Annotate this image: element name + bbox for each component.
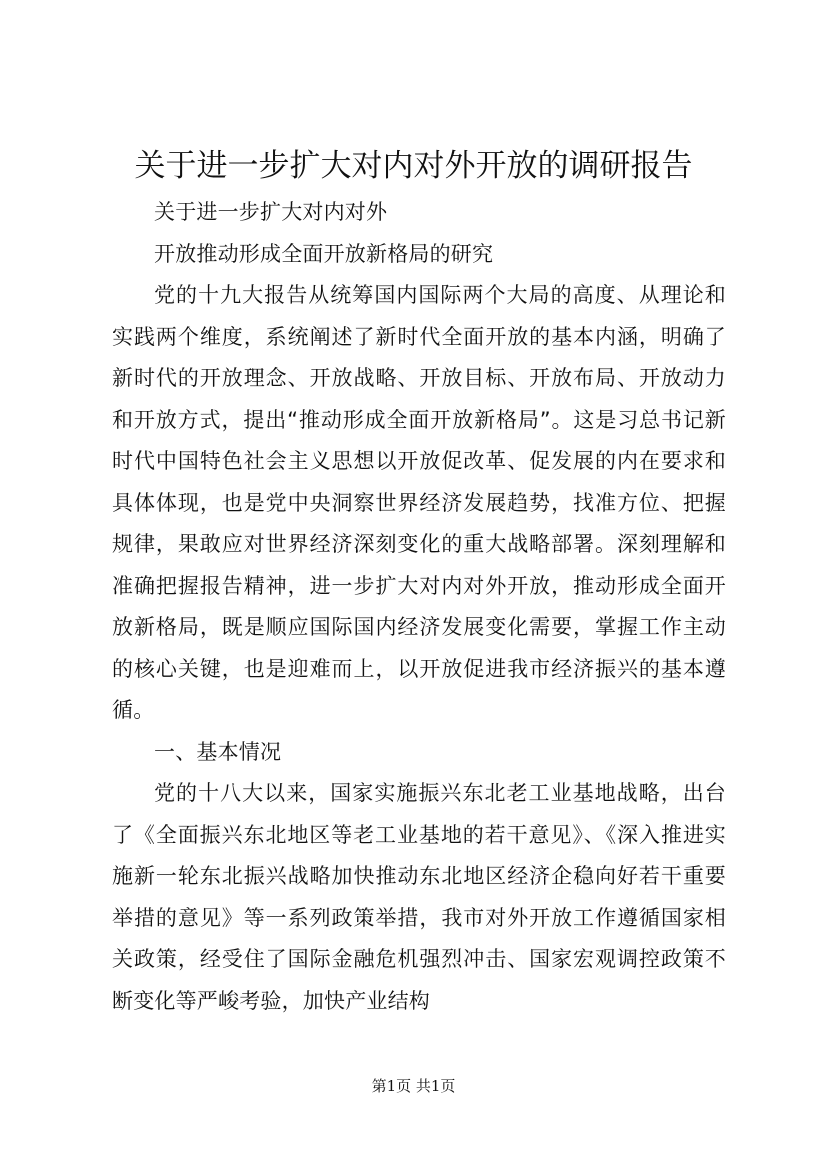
document-body: [112, 192, 726, 1022]
paragraph-subtitle-line-2: 开放推动形成全面开放新格局的研究: [154, 241, 494, 266]
paragraph-intro: 党的十九大报告从统筹国内国际两个大局的高度、从理论和实践两个维度，系统阐述了新时代全面开放的基本内涵，明确了新时代的开放理念、开放战略、开放目标、开放布局、开放动力和开放方式，提出“推动形成全面开放新格局”。这是习总书记新时代中国特色社会主义思想以开放促改革、促发展的内在要求和具体体现，也是党中央洞察世界经济发展趋势，找准方位、把握规律，果敢应对世界经济深刻变化的重大战略部署。深刻理解和准确把握报告精神，进一步扩大对内对外开放，推动形成全面开放新格局，既是顺应国际国内经济发展变化需要，掌握工作主动的核心关键，也是迎难而上，以开放促进我市经济振兴的基本遵循。: [112, 283, 726, 722]
page-footer: 第1页 共1页: [371, 1077, 456, 1095]
paragraph-basic-situation: 党的十八大以来，国家实施振兴东北老工业基地战略，出台了《全面振兴东北地区等老工业基地的若干意见》、《深入推进实施新一轮东北振兴战略加快推动东北地区经济企稳向好若干重要举措的意见》等一系列政策举措，我市对外开放工作遵循国家相关政策，经受住了国际金融危机强烈冲击、国家宏观调控政策不断变化等严峻考验，加快产业结构: [112, 781, 726, 1013]
document-title: 关于进一步扩大对内对外开放的调研报告: [134, 148, 693, 184]
section-heading-basic-situation: 一、基本情况: [154, 739, 282, 764]
paragraph-subtitle-line-1: 关于进一步扩大对内对外: [154, 200, 388, 224]
